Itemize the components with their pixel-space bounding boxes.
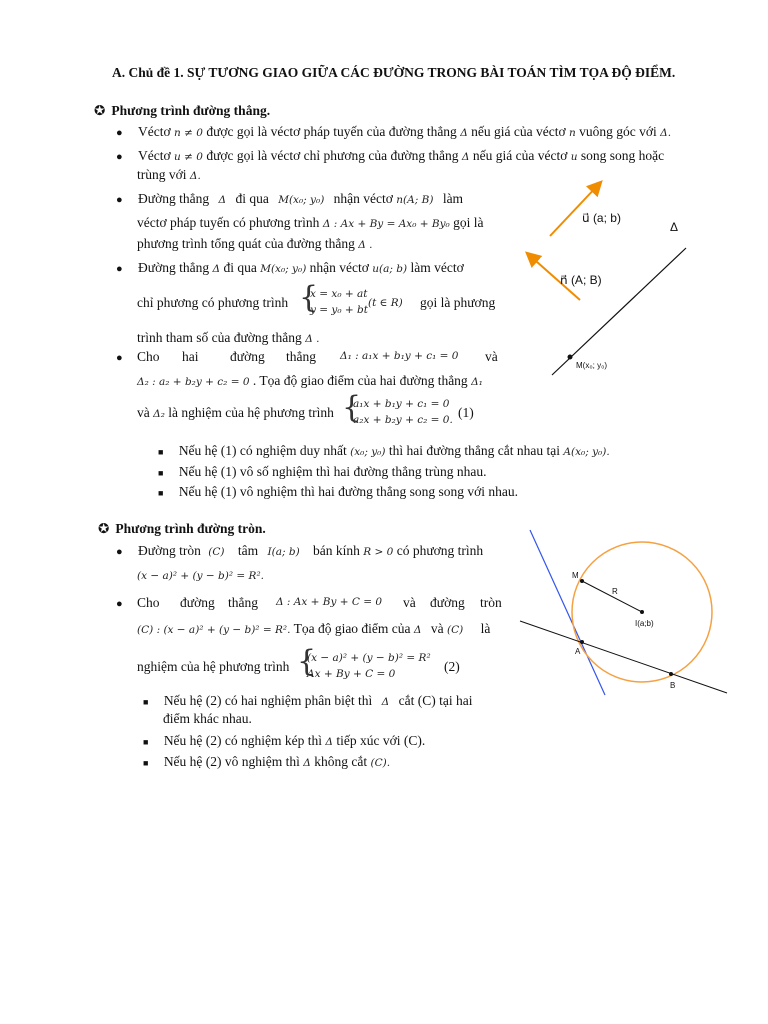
system-brace-icon: { bbox=[299, 280, 319, 315]
bullet-dot-icon: ● bbox=[116, 151, 123, 163]
bullet-parametric-lead: chỉ phương có phương trình bbox=[137, 295, 289, 310]
sub-bullet-no-solution: ■ Nếu hệ (1) vô nghiệm thì hai đường thẳng song song với nhau. bbox=[158, 484, 518, 499]
point-a bbox=[580, 640, 584, 644]
point-i bbox=[640, 610, 644, 614]
bullet-line-circle-cont: (C) : (x − a)² + (y − b)² = R². Tọa độ giao điểm của Δ và (C) là bbox=[137, 621, 491, 636]
radius-segment bbox=[582, 581, 642, 612]
parameter-domain: (t ∈ R) bbox=[368, 297, 403, 309]
bullet-intersection-cont2: và Δ₂ là nghiệm của hệ phương trình bbox=[137, 405, 334, 420]
m-label: M bbox=[572, 571, 579, 580]
bullet-intersection-lead bbox=[116, 349, 123, 366]
circle-equation: (x − a)² + (y − b)² = R². bbox=[137, 570, 264, 582]
parametric-system: x = x₀ + at y = y₀ + bt bbox=[310, 288, 368, 316]
line-vectors-figure bbox=[520, 178, 720, 378]
bullet-general-equation: ● Đường thẳng Δ đi qua M(x₀; y₀) nhận véctơ n(A; B) làm bbox=[116, 191, 464, 206]
system-brace-icon: { bbox=[342, 390, 362, 425]
section-heading-text: Phương trình đường tròn. bbox=[115, 521, 266, 536]
bullet-general-equation-cont: véctơ pháp tuyến có phương trình Δ : Ax + By = Ax₀ + By₀ gọi là bbox=[137, 215, 484, 230]
b-label: B bbox=[670, 681, 676, 690]
bullet-direction-vector: ● Véctơ u ≠ 0 được gọi là véctơ chỉ phương của đường thẳng Δ nếu giá của véctơ u song song hoặc bbox=[116, 148, 665, 163]
bullet-dot-icon: ● bbox=[116, 194, 123, 206]
sub-bullet-unique-solution: ■ Nếu hệ (1) có nghiệm duy nhất (x₀; y₀) thì hai đường thẳng cắt nhau tại A(x₀; y₀). bbox=[158, 443, 610, 458]
square-bullet-icon: ■ bbox=[158, 488, 164, 498]
bullet-dot-icon: ● bbox=[116, 598, 123, 610]
square-bullet-icon: ■ bbox=[158, 447, 164, 457]
delta-label: Δ bbox=[670, 220, 679, 234]
bullet-parametric-cont: trình tham số của đường thẳng Δ . bbox=[137, 330, 320, 345]
section-heading-line bbox=[94, 103, 270, 119]
square-bullet-icon: ■ bbox=[143, 737, 149, 747]
bullet-line-circle-cont2: nghiệm của hệ phương trình bbox=[137, 659, 290, 674]
r-label: R bbox=[612, 587, 618, 596]
tangent-line bbox=[530, 530, 605, 695]
m-point-label: M(x₀; y₀) bbox=[576, 361, 608, 370]
bullet-dot-icon: ● bbox=[116, 546, 123, 558]
u-vector-label: u⃗ (a; b) bbox=[582, 211, 621, 225]
sub-bullet-no-intersection: ■ Nếu hệ (2) vô nghiệm thì Δ không cắt (C). bbox=[143, 754, 391, 769]
bullet-line-circle-lead bbox=[116, 595, 123, 612]
bullet-parametric-equation: ● Đường thẳng Δ đi qua M(x₀; y₀) nhận véctơ u(a; b) làm véctơ bbox=[116, 260, 464, 275]
section-heading-text: Phương trình đường thẳng. bbox=[111, 103, 271, 118]
equation-number: (1) bbox=[458, 405, 474, 420]
star-bullet-icon: ✪ bbox=[94, 103, 106, 118]
bullet-direction-vector-cont: trùng với Δ. bbox=[137, 167, 201, 182]
system-brace-icon: { bbox=[297, 644, 317, 679]
square-bullet-icon: ■ bbox=[143, 697, 149, 707]
bullet-dot-icon: ● bbox=[116, 263, 123, 275]
line-general-equation: Δ : Ax + By + C = 0 bbox=[276, 596, 383, 608]
direction-vector-arrow bbox=[550, 183, 600, 236]
point-m bbox=[580, 579, 584, 583]
n-vector-label: n⃗ (A; B) bbox=[560, 273, 602, 287]
point-m bbox=[568, 355, 573, 360]
sub-bullet-double-solution: ■ Nếu hệ (2) có nghiệm kép thì Δ tiếp xúc với (C). bbox=[143, 733, 426, 748]
sub-bullet-infinite-solutions: ■ Nếu hệ (1) vô số nghiệm thì hai đường thẳng trùng nhau. bbox=[158, 464, 487, 479]
point-b bbox=[669, 672, 673, 676]
bullet-dot-icon: ● bbox=[116, 127, 123, 139]
bullet-general-equation-cont2: phương trình tổng quát của đường thẳng Δ . bbox=[137, 236, 373, 251]
equation-number: (2) bbox=[444, 659, 460, 674]
bullet-dot-icon: ● bbox=[116, 352, 123, 364]
circle-line-figure bbox=[515, 530, 730, 700]
circle-line-system: (x − a)² + (y − b)² = R² Ax + By + C = 0 bbox=[307, 652, 431, 680]
sub-bullet-two-solutions: ■ Nếu hệ (2) có hai nghiệm phân biệt thì Δ cắt (C) tại hai bbox=[143, 693, 473, 708]
sub-bullet-two-solutions-cont: điểm khác nhau. bbox=[163, 711, 252, 726]
bullet-normal-vector: ● Véctơ n ≠ 0 được gọi là véctơ pháp tuyến của đường thẳng Δ nếu giá của véctơ n vuông góc với Δ. bbox=[116, 124, 672, 139]
square-bullet-icon: ■ bbox=[158, 468, 164, 478]
a-label: A bbox=[575, 647, 581, 656]
page-title: A. Chủ đề 1. SỰ TƯƠNG GIAO GIỮA CÁC ĐƯỜNG TRONG BÀI TOÁN TÌM TỌA ĐỘ ĐIỂM. bbox=[112, 65, 676, 80]
section-heading-line bbox=[98, 521, 266, 537]
bullet-parametric-tail: gọi là phương bbox=[420, 295, 496, 310]
line1-equation: Δ₁ : a₁x + b₁y + c₁ = 0 bbox=[340, 350, 459, 362]
bullet-intersection-cont: Δ₂ : a₂ + b₂y + c₂ = 0 . Tọa độ giao điểm của hai đường thẳng Δ₁ bbox=[137, 373, 483, 388]
bullet-circle-equation: ● Đường tròn (C) tâm I(a; b) bán kính R > 0 có phương trình bbox=[116, 543, 484, 558]
i-label: I(a;b) bbox=[635, 619, 654, 628]
star-bullet-icon: ✪ bbox=[98, 521, 110, 536]
square-bullet-icon: ■ bbox=[143, 758, 149, 768]
intersection-system: a₁x + b₁y + c₁ = 0 a₂x + b₂y + c₂ = 0. bbox=[353, 398, 453, 426]
